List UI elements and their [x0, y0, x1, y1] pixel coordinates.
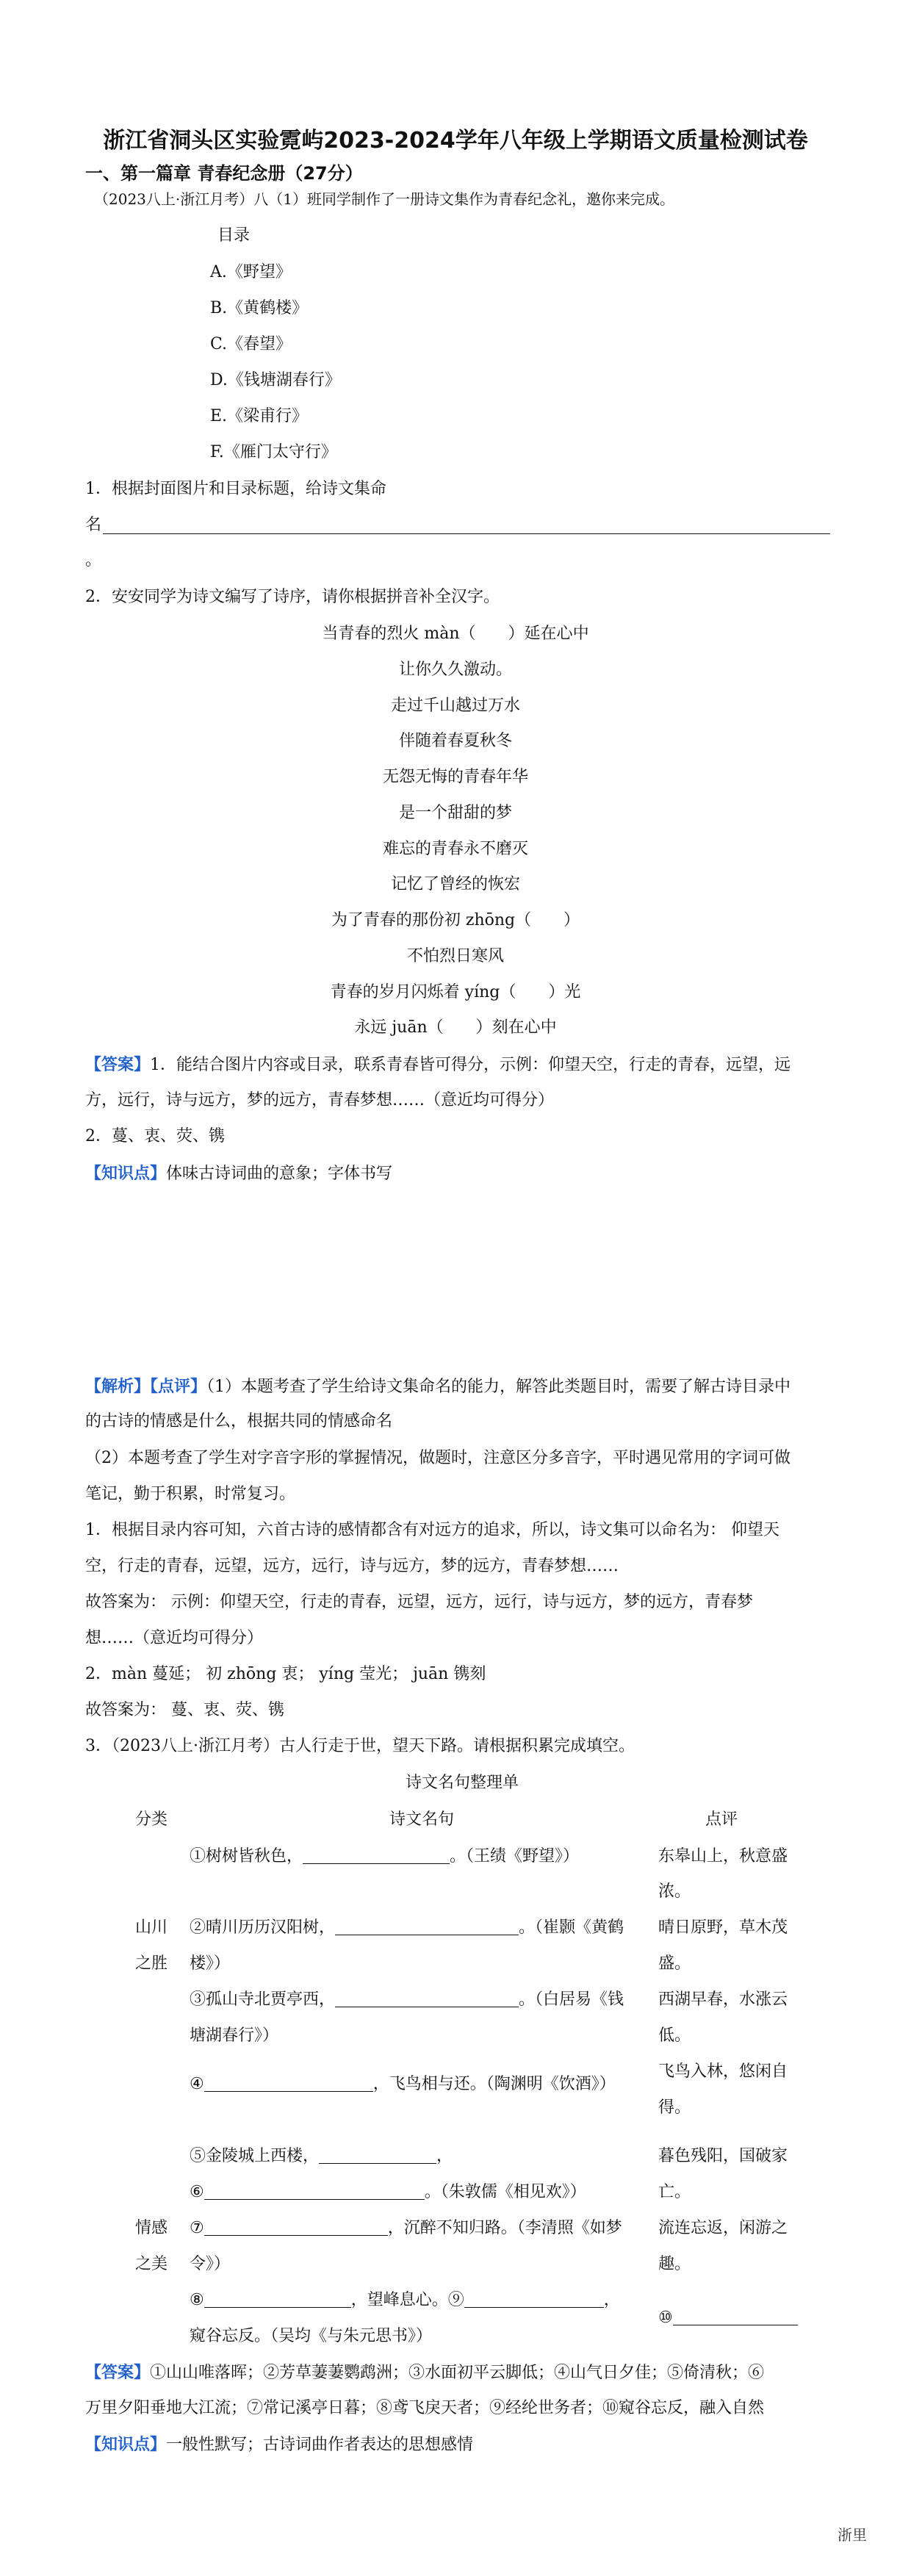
table-header: 诗文名句 [389, 1810, 455, 1829]
sentence-row: ②晴川历历汉阳树， 。（崔颢《黄鹤 [190, 1918, 624, 1937]
poem-line: 难忘的青春永不磨灭 [382, 840, 528, 858]
toc-item: E.《梁甫行》 [210, 407, 309, 425]
table-title: 诗文名句整理单 [406, 1774, 519, 1792]
sentence-row: ①树树皆秋色， 。（王绩《野望》） [190, 1847, 580, 1866]
knowledge-tag: 【知识点】 [85, 2435, 167, 2454]
comment-text: 浓。 [658, 1882, 691, 1901]
analysis-tag: 【解析】 [85, 1377, 151, 1396]
sentence-row: 楼》） [190, 1954, 231, 1973]
poem-line: 让你久久激动。 [398, 661, 512, 679]
sentence-row: ④ ，飞鸟相与还。（陶渊明《饮酒》） [190, 2075, 616, 2093]
poem-line: 当青春的烈火 màn（ ）延在心中 [322, 625, 589, 643]
category-label: 之胜 [135, 1954, 168, 1973]
knowledge-tag: 【知识点】 [85, 1164, 167, 1183]
answer-text: 1．能结合图片内容或目录，联系青春皆可得分，示例：仰望天空，行走的青春，远望，远 [150, 1056, 791, 1074]
analysis-text: 1．根据目录内容可知，六首古诗的感情都含有对远方的追求，所以，诗文集可以命名为： 仰望天 [85, 1521, 779, 1539]
fill-blank[interactable] [673, 2309, 798, 2325]
comment-text: 得。 [658, 2098, 691, 2117]
poem-line: 伴随着春夏秋冬 [398, 732, 512, 750]
sentence-row: 窥谷忘反。（吴均《与朱元思书》） [190, 2327, 433, 2345]
toc-item: A.《野望》 [210, 263, 292, 281]
page-footer: 浙里 [838, 2526, 867, 2544]
poem-line: 走过千山越过万水 [390, 697, 520, 715]
comment-text: 暮色残阳，国破家 [658, 2147, 788, 2165]
poem-line: 不怕烈日寒风 [406, 947, 504, 965]
answer-text: ①山山唯落晖；②芳草萋萋鹦鹉洲；③水面初平云脚低；④山气日夕佳；⑤倚清秋；⑥ [150, 2364, 765, 2382]
fill-blank[interactable] [204, 2183, 425, 2200]
knowledge-block [85, 1162, 392, 1185]
toc-item: C.《春望》 [210, 335, 292, 353]
fill-blank[interactable] [335, 1918, 519, 1935]
toc-item: D.《钱塘湖春行》 [210, 371, 341, 389]
sentence-row: ⑤金陵城上西楼， ， [190, 2147, 453, 2165]
poem-line: 永远 juān（ ）刻在心中 [354, 1018, 557, 1037]
comment-text: 亡。 [658, 2183, 691, 2201]
question-intro: （2023八上·浙江月考）八（1）班同学制作了一册诗文集作为青春纪念礼，邀你来完成。 [94, 190, 674, 208]
comment-text: 东皋山上，秋意盛 [658, 1847, 788, 1866]
analysis-text: 空，行走的青春，远望，远方，远行，诗与远方，梦的远方，青春梦想…… [85, 1557, 619, 1575]
table-header: 点评 [705, 1810, 738, 1829]
q1-answer-blank[interactable] [103, 533, 830, 534]
poem-line: 是一个甜甜的梦 [398, 804, 512, 822]
analysis-text: 2．màn 蔓延； 初 zhōng 衷； yíng 莹光； juān 镌刻 [85, 1665, 486, 1683]
fill-blank[interactable] [204, 2075, 373, 2092]
answer-text: 2．蔓、衷、荧、镌 [85, 1127, 225, 1145]
analysis-block [85, 1375, 791, 1398]
q1-end: 。 [85, 551, 102, 569]
fill-blank[interactable] [303, 1847, 450, 1864]
comment-text: 西湖早春，水涨云 [658, 1990, 788, 2009]
category-label: 之美 [135, 2255, 168, 2273]
knowledge-text: 一般性默写；古诗词曲作者表达的思想感情 [166, 2436, 474, 2454]
analysis-text: （2）本题考查了学生对字音字形的掌握情况，做题时，注意区分多音字，平时遇见常用的字词可做 [85, 1449, 791, 1467]
fill-blank[interactable] [335, 1990, 519, 2007]
sentence-row: ③孤山寺北贾亭西， 。（白居易《钱 [190, 1990, 624, 2009]
q1-prefix: 名 [85, 516, 102, 534]
answer-tag: 【答案】 [85, 1055, 151, 1074]
answer-text: 方，远行，诗与远方，梦的远方，青春梦想……（意近均可得分） [85, 1091, 555, 1109]
analysis-text: 的古诗的情感是什么，根据共同的情感命名 [85, 1412, 393, 1431]
category-label: 情感 [135, 2219, 168, 2237]
category-label: 山川 [135, 1918, 168, 1937]
answer-tag: 【答案】 [85, 2363, 151, 2382]
answer-block [85, 2361, 764, 2384]
fill-blank[interactable] [204, 2219, 388, 2236]
toc-heading: 目录 [217, 226, 251, 245]
comment-text: 低。 [658, 2026, 691, 2045]
toc-item: B.《黄鹤楼》 [210, 299, 309, 317]
analysis-text: 笔记，勤于积累，时常复习。 [85, 1485, 296, 1503]
poem-line: 青春的岁月闪烁着 yíng（ ）光 [330, 983, 581, 1001]
comment-text: 趣。 [658, 2255, 691, 2273]
table-header: 分类 [135, 1810, 168, 1829]
section-heading: 一、第一篇章 青春纪念册（27分） [85, 163, 363, 184]
question-3: 3．（2023八上·浙江月考）古人行走于世，望天下路。请根据积累完成填空。 [85, 1737, 635, 1755]
knowledge-block [85, 2433, 473, 2456]
knowledge-text: 体味古诗词曲的意象；字体书写 [166, 1165, 393, 1183]
sentence-row: 塘湖春行》） [190, 2026, 279, 2045]
sentence-row: 令》） [190, 2255, 231, 2273]
poem-line: 为了青春的那份初 zhōng（ ） [331, 911, 580, 929]
comment-text: 飞鸟入林，悠闲自 [658, 2062, 788, 2081]
poem-line: 无怨无悔的青春年华 [382, 768, 528, 786]
answer-text: 万里夕阳垂地大江流；⑦常记溪亭日暮；⑧鸢飞戾天者；⑨经纶世务者；⑩窥谷忘反，融入自然 [85, 2399, 765, 2417]
fill-blank[interactable] [319, 2147, 436, 2164]
comment-text: 盛。 [658, 1954, 691, 1973]
comment-row: ⑩ [658, 2307, 798, 2329]
poem-line: 记忆了曾经的恢宏 [390, 875, 520, 893]
analysis-text: （1）本题考查了学生给诗文集命名的能力，解答此类题目时，需要了解古诗目录中 [206, 1378, 791, 1396]
question-2: 2．安安同学为诗文编写了诗序，请你根据拼音补全汉字。 [85, 588, 500, 606]
sentence-row: ⑦ ，沉醉不知归路。（李清照《如梦 [190, 2219, 622, 2237]
question-1: 1．根据封面图片和目录标题，给诗文集命 [85, 480, 386, 498]
sentence-row: ⑥ 。（朱敦儒《相见欢》） [190, 2183, 586, 2201]
comment-text: 晴日原野，草木茂 [658, 1918, 788, 1937]
comment-text: 流连忘返，闲游之 [658, 2219, 788, 2237]
fill-blank[interactable] [204, 2291, 351, 2308]
toc-item: F.《雁门太守行》 [210, 443, 337, 461]
answer-block [85, 1054, 791, 1076]
page-title: 浙江省洞头区实验霓屿2023-2024学年八年级上学期语文质量检测试卷 [103, 128, 808, 154]
analysis-text: 想……（意近均可得分） [85, 1629, 264, 1647]
fill-blank[interactable] [464, 2291, 604, 2308]
analysis-text: 故答案为： 蔓、衷、荧、镌 [85, 1701, 284, 1719]
analysis-text: 故答案为： 示例：仰望天空，行走的青春，远望，远方，远行，诗与远方，梦的远方，青春梦 [85, 1593, 753, 1611]
comment-tag: 【点评】 [150, 1377, 207, 1396]
sentence-row: ⑧ ，望峰息心。⑨ ， [190, 2291, 620, 2309]
